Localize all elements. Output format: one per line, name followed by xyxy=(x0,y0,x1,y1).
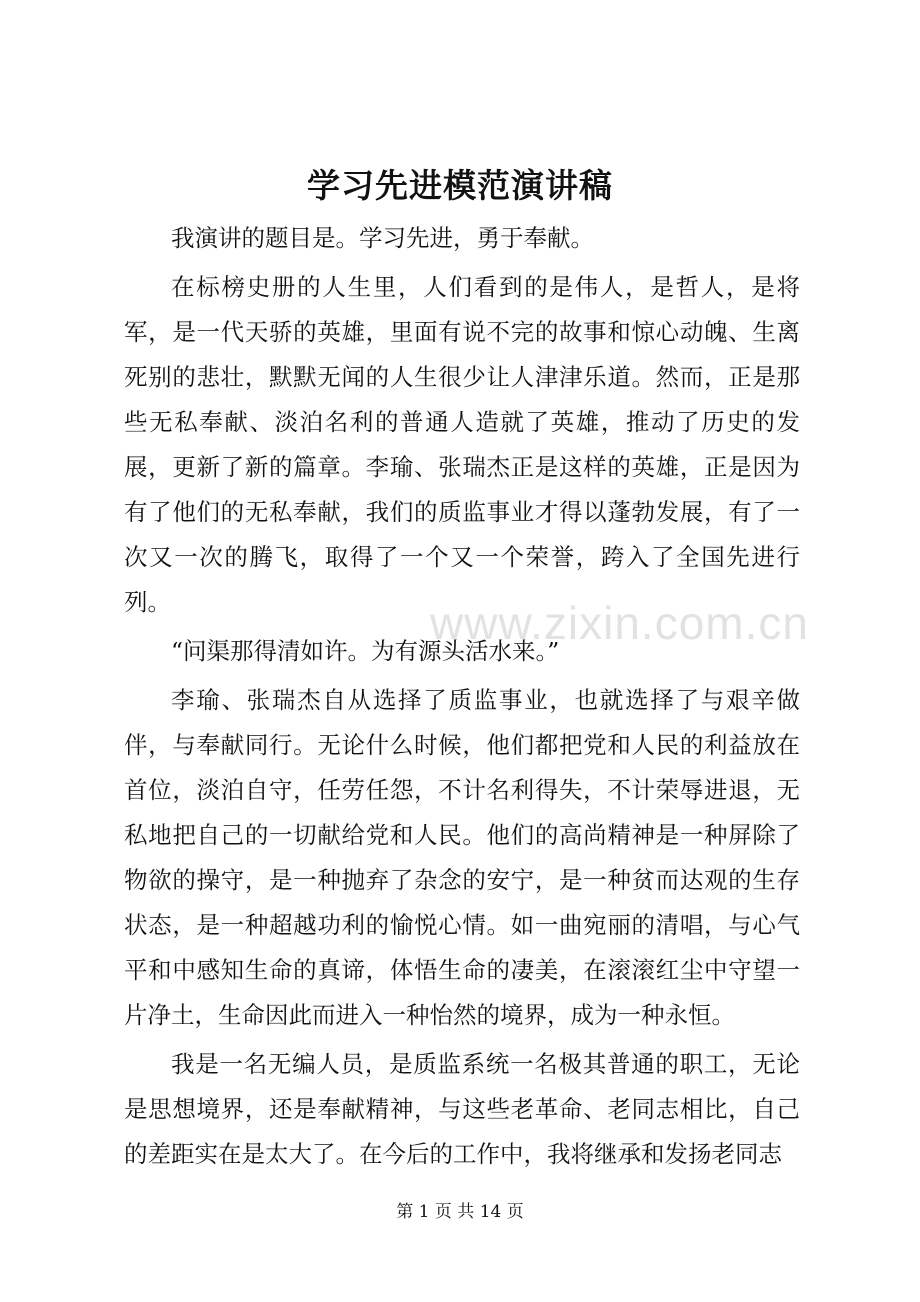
document-title: 学习先进模范演讲稿 xyxy=(307,166,613,205)
paragraph-1: 我演讲的题目是。学习先进，勇于奉献。 xyxy=(171,224,594,252)
paragraph-3: “问渠那得清如许。为有源头活水来。” xyxy=(171,637,560,665)
watermark-text: www.zixin.com.cn xyxy=(430,597,809,649)
page-footer: 第 1 页 共 14 页 xyxy=(396,1202,524,1222)
document-body xyxy=(124,216,800,1181)
paragraph-5: 我是一名无编人员，是质监系统一名极其普通的职工，无论是思想境界，还是奉献精神，与这些老革命、老同志相比，自己的差距实在是太大了。在今后的工作中，我将继承和发扬老同志 xyxy=(124,1050,800,1168)
paragraph-2: 在标榜史册的人生里，人们看到的是伟人，是哲人，是将军，是一代天骄的英雄，里面有说不完的故事和惊心动魄、生离死别的悲壮，默默无闻的人生很少让人津津乐道。然而，正是那些无私奉献、淡泊名利的普通人造就了英雄，推动了历史的发展，更新了新的篇章。李瑜、张瑞杰正是这样的英雄，正是因为有了他们的无私奉献，我们的质监事业才得以蓬勃发展，有了一次又一次的腾飞，取得了一个又一个荣誉，跨入了全国先进行列。 xyxy=(124,273,800,616)
paragraph-4: 李瑜、张瑞杰自从选择了质监事业，也就选择了与艰辛做伴，与奉献同行。无论什么时候，他们都把党和人民的利益放在首位，淡泊自守，任劳任怨，不计名利得失，不计荣辱进退，无私地把自己的一切献给党和人民。他们的高尚精神是一种屏除了物欲的操守，是一种抛弃了杂念的安宁，是一种贫而达观的生存状态，是一种超越功利的愉悦心情。如一曲宛丽的清唱，与心气平和中感知生命的真谛，体悟生命的凄美，在滚滚红尘中守望一片净土，生命因此而进入一种怡然的境界，成为一种永恒。 xyxy=(124,686,800,1029)
